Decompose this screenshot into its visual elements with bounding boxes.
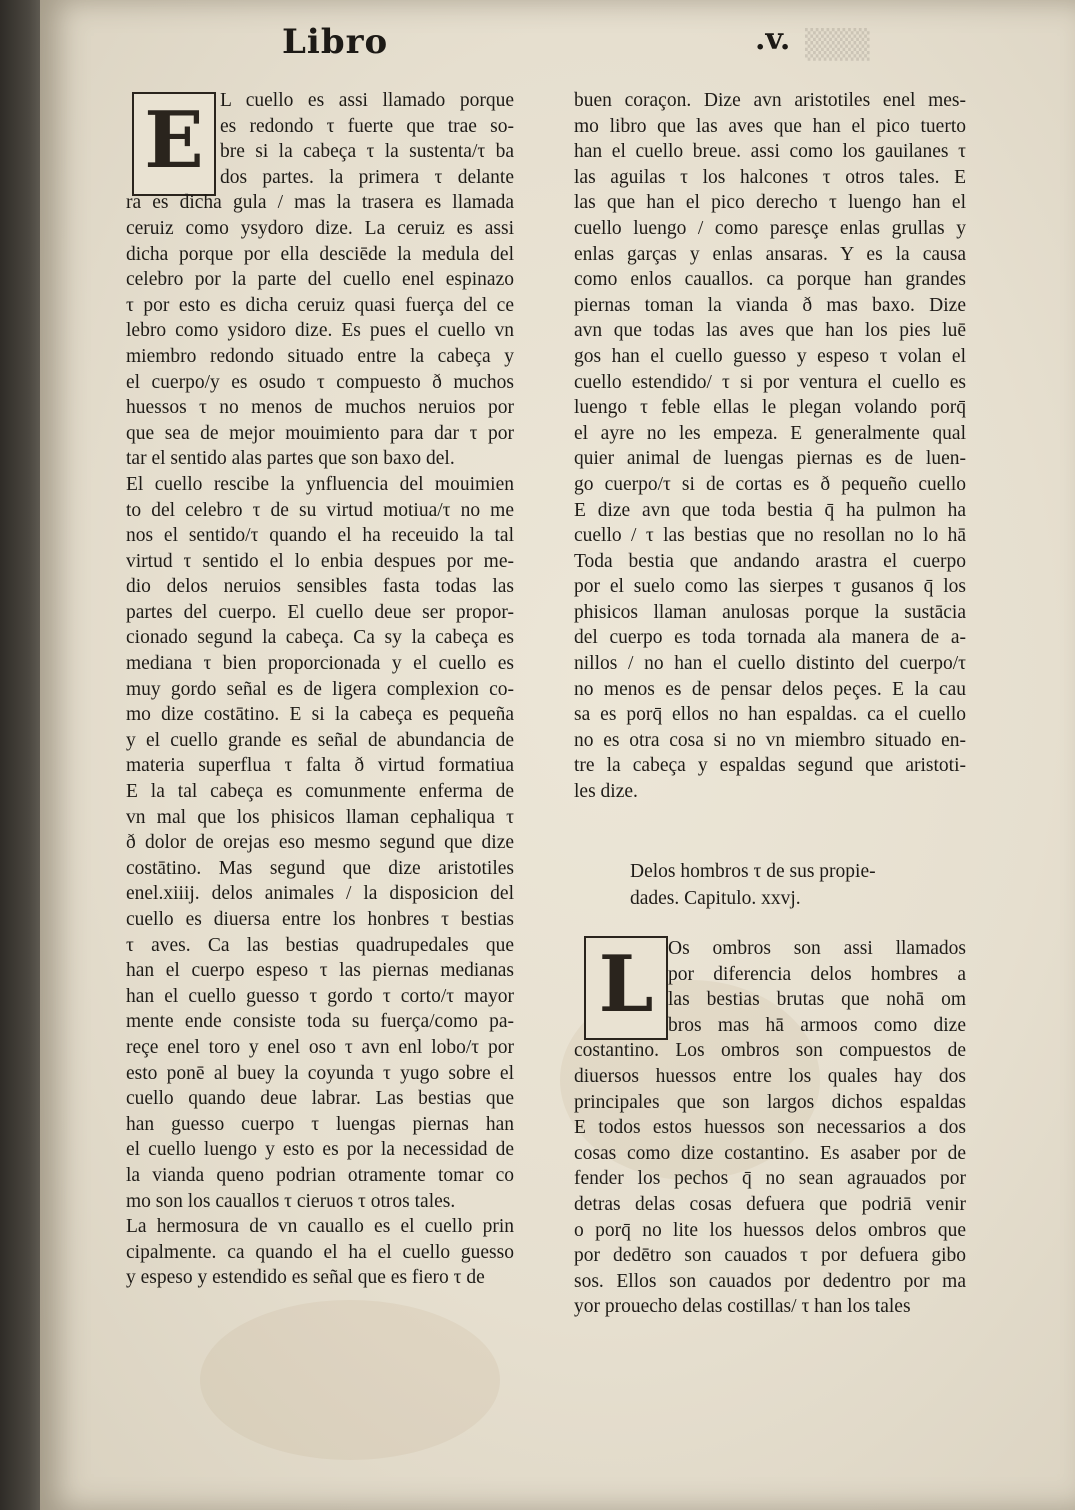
text-line: esto ponē al buey la coyunda τ yugo sobre el [126,1062,514,1084]
text-line: virtud τ sentido el lo enbia despues por me- [126,550,514,572]
text-line: cosas como dize costantino. Es asaber por de [574,1142,966,1164]
text-line: go cuerpo/τ si de cortas es ð pequeño cuello [574,473,966,495]
text-line: ð dolor de orejas eso mesmo segund que dize [126,832,514,854]
text-line: partes del cuerpo. El cuello deue ser propor- [126,601,514,623]
chapter-heading-line: Delos hombros τ de sus propie- [630,861,876,882]
text-line: por diferencia delos hombres a [668,963,966,985]
text-line: cuello / τ las bestias que no resollan no lo hā [574,525,966,547]
text-line: no es otra cosa si no vn miembro situado en- [574,729,966,751]
text-line: detras delas cosas defuera que podriā venir [574,1193,966,1215]
paper-stain [200,1300,500,1460]
text-line: L cuello es assi llamado porque [220,90,514,111]
text-line: piernas toman la vianda ð mas baxo. Dize [574,294,966,316]
text-line: muy gordo señal es de ligera complexion co- [126,678,514,700]
text-line: tre la cabeça y espaldas segund que aristoti- [574,755,966,777]
text-line: enlas garças y enlas ansaras. Y es la causa [574,243,966,265]
text-line: vn mal que los phisicos llaman cephaliqua τ [126,806,514,828]
text-line: cionado segund la cabeça. Ca sy la cabeça es [126,627,514,649]
running-head-left: Libro [282,22,389,62]
text-line: las que han el pico derecho τ luengo han el [574,192,966,214]
text-line: las aguilas τ los halcones τ otros tales. E [574,166,966,188]
text-line: E dize avn que toda bestia q̄ ha pulmon ha [574,499,966,521]
text-line: reçe enel toro y enel oso τ avn enl lobo/τ por [126,1036,514,1058]
text-line: ra es dicha gula / mas la trasera es llamada [126,192,514,214]
text-line: principales que son largos dichos espaldas [574,1091,966,1113]
text-line: enel.xiiij. delos animales / la disposicion del [126,883,514,905]
text-line: phisicos llaman anulosas porque la sustācia [574,601,966,623]
text-line: el ayre no les empeza. E generalmente qual [574,422,966,444]
text-line: por dedētro son cauados τ por defuera gibo [574,1245,966,1267]
text-line: han el cuerpo espeso τ las piernas medianas [126,960,514,982]
text-line: han el cuello breue. assi como los gauilanes τ [574,141,966,163]
text-line: dio delos neruios sensibles fasta todas las [126,576,514,598]
text-line: yor prouecho delas costillas/ τ han los tales [574,1296,911,1318]
text-line: lebro como ysidoro dize. Es pues el cuello vn [126,320,514,342]
text-line: τ por esto es dicha ceruiz quasi fuerça del ce [126,294,514,316]
running-head-right: .v. [755,22,791,57]
text-line: buen coraçon. Dize avn aristotiles enel mes- [574,90,966,111]
text-line: cuello quando deue labrar. Las bestias que [126,1088,514,1110]
text-line: huessos τ no menos de muchos neruios por [126,397,514,419]
text-line: costātino. Mas segund que dize aristotiles [126,857,514,879]
text-line: celebro por la parte del cuello enel espinazo [126,269,514,291]
text-line: el cuerpo/y es osudo τ compuesto ð muchos [126,371,514,393]
text-line: por el suelo como las sierpes τ gusanos q̄ los [574,576,966,598]
text-line: cuello es diuersa entre los honbres τ bestias [126,909,514,930]
text-line: dicha porque por ella desciēde la medula del [126,243,514,265]
text-line: tar el sentido alas partes que son baxo del. [126,448,455,470]
text-line: Os ombros son assi llamados [668,938,966,959]
text-line: les dize. [574,781,638,803]
text-line: Toda bestia que andando arastra el cuerpo [574,550,966,572]
text-line: E todos estos huessos son necessarios a dos [574,1117,966,1139]
text-line: el cuello luengo y esto es por la necessidad de [126,1139,514,1161]
left-text-column [126,88,514,1291]
text-line: cuello estendido/ τ si por ventura el cuello es [574,371,966,393]
text-line: El cuello rescibe la ynfluencia del mouimien [126,473,514,495]
text-line: bre si la cabeça τ la sustenta/τ ba [220,141,514,163]
text-line: La hermosura de vn cauallo es el cuello prin [126,1216,514,1238]
text-line: y el cuello grande es señal de abundancia de [126,729,514,751]
right-text-column-bottom [574,936,966,1320]
text-line: las bestias brutas que nohā om [668,989,966,1011]
text-line: miembro redondo situado entre la cabeça y [126,345,514,367]
text-line: mediana τ bien proporcionada y el cuello es [126,653,514,675]
text-line: mente ende consiste toda su fuerça/como pa- [126,1011,514,1033]
text-line: la vianda queno podrian otramente tomar co [126,1164,514,1186]
text-line: no menos es de pensar delos peçes. E la cau [574,678,966,700]
text-line: mo son los cauallos τ cieruos τ otros tales. [126,1190,456,1212]
text-line: cipalmente. ca quando el ha el cuello guesso [126,1241,514,1263]
text-line: luengo τ feble ellas le plegan volando porq̄ [574,397,966,419]
text-line: to del celebro τ de su virtud motiua/τ no me [126,499,514,521]
text-line: materia superflua τ falta ð virtud formatiua [126,755,514,777]
text-line: que sea de mejor mouimiento para dar τ por [126,422,514,444]
text-line: cuello luengo / como paresçe enlas grullas y [574,217,966,239]
chapter-heading-line: dades. Capitulo. xxvj. [630,888,801,909]
text-line: mo libro que las aves que han el pico tuerto [574,115,966,137]
text-line: es redondo τ fuerte que trae so- [220,115,514,137]
text-line: costantino. Los ombros son compuestos de [574,1040,966,1062]
right-text-column-top [574,88,966,805]
text-line: del cuerpo es toda tornada ala manera de a- [574,627,966,649]
initial-letter: E [144,94,204,186]
text-line: nillos / no han el cuello distinto del cuerpo/τ [574,653,966,675]
text-line: nos el sentido/τ quando el ha receuido la tal [126,525,514,547]
text-line: fender los pechos q̄ no sean agrauados por [574,1168,966,1190]
text-line: τ aves. Ca las bestias quadrupedales que [126,934,514,956]
text-line: sa es porq̄ ellos no han espaldas. ca el cuello [574,704,966,726]
text-line: sos. Ellos son cauados por dedentro por ma [574,1270,966,1292]
text-line: han guesso cuerpo τ luengas piernas han [126,1113,514,1135]
text-line: mo dize costātino. E si la cabeça es pequeña [126,704,514,726]
show-through-text: ▒▒▒ [805,28,870,61]
text-line: dos partes. la primera τ delante [220,166,514,188]
text-line: han el cuello guesso τ gordo τ corto/τ mayor [126,985,514,1007]
text-line: o porq̄ no lite los huessos delos ombros que [574,1219,966,1241]
text-line: y espeso y estendido es señal que es fiero τ de [126,1267,485,1289]
text-line: diuersos huessos entre los quales hay dos [574,1065,966,1087]
text-line: bros mas hā armoos como dize [668,1014,966,1036]
chapter-heading [574,858,966,912]
text-line: quier animal de luengas piernas es de luen- [574,448,966,470]
text-line: ceruiz como ysydoro dize. La ceruiz es assi [126,217,514,239]
text-line: como enlos cauallos. ca porque han grandes [574,269,966,291]
text-line: gos han el cuello guesso y espeso τ volan el [574,345,966,367]
text-line: avn que todas las aves que han los pies luē [574,320,966,342]
text-line: E la tal cabeça es comunmente enferma de [126,781,514,803]
initial-letter: L [598,938,654,1030]
